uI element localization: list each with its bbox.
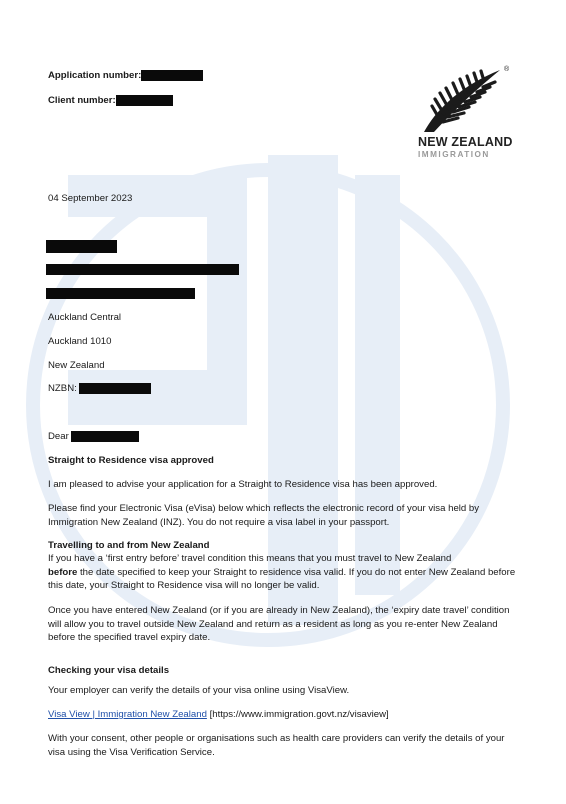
logo-line-immigration: IMMIGRATION	[418, 150, 490, 159]
address-postcode: Auckland 1010	[48, 336, 112, 347]
paragraph-visaview: Your employer can verify the details of your visa online using VisaView.	[48, 685, 350, 696]
paragraph-evisa: Please find your Electronic Visa (eVisa) below which reflects the electronic record of your visa held by Immigration New Zealand (INZ). You do not require a visa label in your passport.	[48, 503, 480, 528]
redacted-application-number	[141, 70, 203, 81]
application-number-row	[48, 70, 203, 81]
redacted-nzbn	[79, 383, 151, 394]
redacted-client-number	[116, 95, 173, 106]
nzbn-label: NZBN:	[48, 383, 77, 395]
travel-text-a: If you have a ‘first entry before’ travel condition this means that you must travel to New Zealand	[48, 553, 452, 564]
travel-text-bold: before	[48, 566, 78, 578]
redacted-recipient-name	[46, 240, 117, 253]
logo-line-new-zealand: NEW ZEALAND	[418, 135, 513, 149]
salutation-row	[48, 431, 139, 442]
nzbn-row	[48, 383, 151, 394]
address-country: New Zealand	[48, 360, 105, 371]
travel-heading: Travelling to and from New Zealand	[48, 540, 210, 551]
paragraph-expiry-travel: Once you have entered New Zealand (or if you are already in New Zealand), the ‘expiry date travel’ condition will allow you to travel outside New Zealand and return as a resident as long as you re-enter New Zealand before the specified travel expiry date.	[48, 605, 510, 643]
client-number-label: Client number:	[48, 95, 116, 107]
paragraph-travel	[48, 552, 518, 593]
redacted-salutation-name	[71, 431, 139, 442]
paragraph-verification: With your consent, other people or organisations such as health care providers can verify the details of your visa using the Visa Verification Service.	[48, 733, 505, 758]
checking-heading: Checking your visa details	[48, 665, 170, 676]
inz-logo	[418, 66, 518, 159]
silver-fern-icon	[418, 66, 510, 134]
letter-date: 04 September 2023	[48, 193, 133, 204]
address-city: Auckland Central	[48, 312, 122, 323]
travel-text-b: the date specified to keep your Straight to residence visa valid. If you do not enter New Zealand before this date, your Straight to Residence visa will no longer be valid.	[48, 566, 516, 591]
redacted-address-line-2	[46, 288, 195, 299]
visaview-link-row	[48, 708, 518, 722]
paragraph-approval: I am pleased to advise your application for a Straight to Residence visa has been approved.	[48, 479, 438, 490]
visaview-link[interactable]: Visa View | Immigration New Zealand	[48, 709, 207, 720]
client-number-row	[48, 95, 173, 106]
visaview-url: [https://www.immigration.govt.nz/visaview]	[206, 709, 389, 720]
registered-mark: ®	[504, 66, 510, 73]
salutation: Dear	[48, 431, 69, 443]
application-number-label: Application number:	[48, 70, 142, 82]
redacted-address-line-1	[46, 264, 239, 275]
subject-heading: Straight to Residence visa approved	[48, 455, 214, 466]
